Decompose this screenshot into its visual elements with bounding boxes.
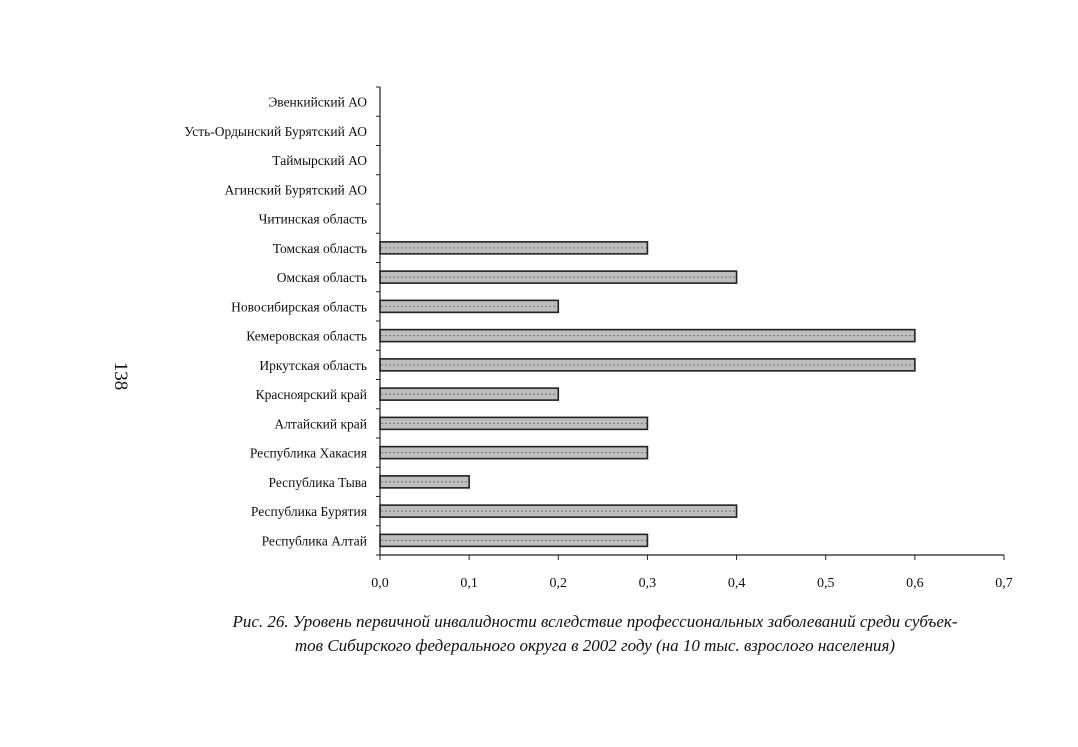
category-label: Таймырский АО bbox=[272, 153, 367, 169]
x-tick-label: 0,3 bbox=[638, 576, 657, 591]
category-label: Усть-Ордынский Бурятский АО bbox=[184, 123, 367, 139]
category-label: Читинская область bbox=[258, 211, 367, 227]
category-label: Республика Тыва bbox=[268, 474, 367, 490]
x-tick-label: 0,1 bbox=[460, 576, 478, 591]
category-label: Кемеровская область bbox=[246, 328, 367, 344]
x-tick-labels bbox=[371, 576, 1013, 591]
category-label: Омская область bbox=[276, 270, 367, 286]
page-number: 138 bbox=[110, 361, 131, 391]
category-label: Республика Алтай bbox=[261, 533, 367, 549]
category-label: Республика Хакасия bbox=[249, 445, 367, 461]
bars bbox=[380, 242, 915, 547]
caption-line-2: тов Сибирского федерального округа в 2002 году (на 10 тыс. взрослого населения) bbox=[294, 636, 896, 655]
category-label: Красноярский край bbox=[255, 387, 367, 403]
category-label: Иркутская область bbox=[259, 357, 367, 373]
x-tick-label: 0,5 bbox=[816, 576, 835, 591]
category-label: Новосибирская область bbox=[231, 299, 367, 315]
figure-caption bbox=[130, 610, 1060, 658]
category-label: Томская область bbox=[272, 240, 367, 256]
category-label: Алтайский край bbox=[274, 416, 367, 432]
caption-line-1: Рис. 26. Уровень первичной инвалидности вследствие профессиональных заболеваний среди субъек- bbox=[232, 612, 958, 631]
x-tick-label: 0,7 bbox=[995, 576, 1013, 591]
x-tick-label: 0,6 bbox=[906, 576, 924, 591]
x-tick-label: 0,2 bbox=[549, 576, 568, 591]
category-label: Эвенкийский АО bbox=[268, 94, 367, 110]
category-labels bbox=[184, 95, 367, 549]
category-label: Республика Бурятия bbox=[250, 504, 367, 520]
category-label: Агинский Бурятский АО bbox=[224, 182, 367, 198]
axes bbox=[376, 87, 1004, 560]
x-tick-label: 0,4 bbox=[727, 576, 746, 591]
x-tick-label: 0,0 bbox=[371, 576, 389, 591]
